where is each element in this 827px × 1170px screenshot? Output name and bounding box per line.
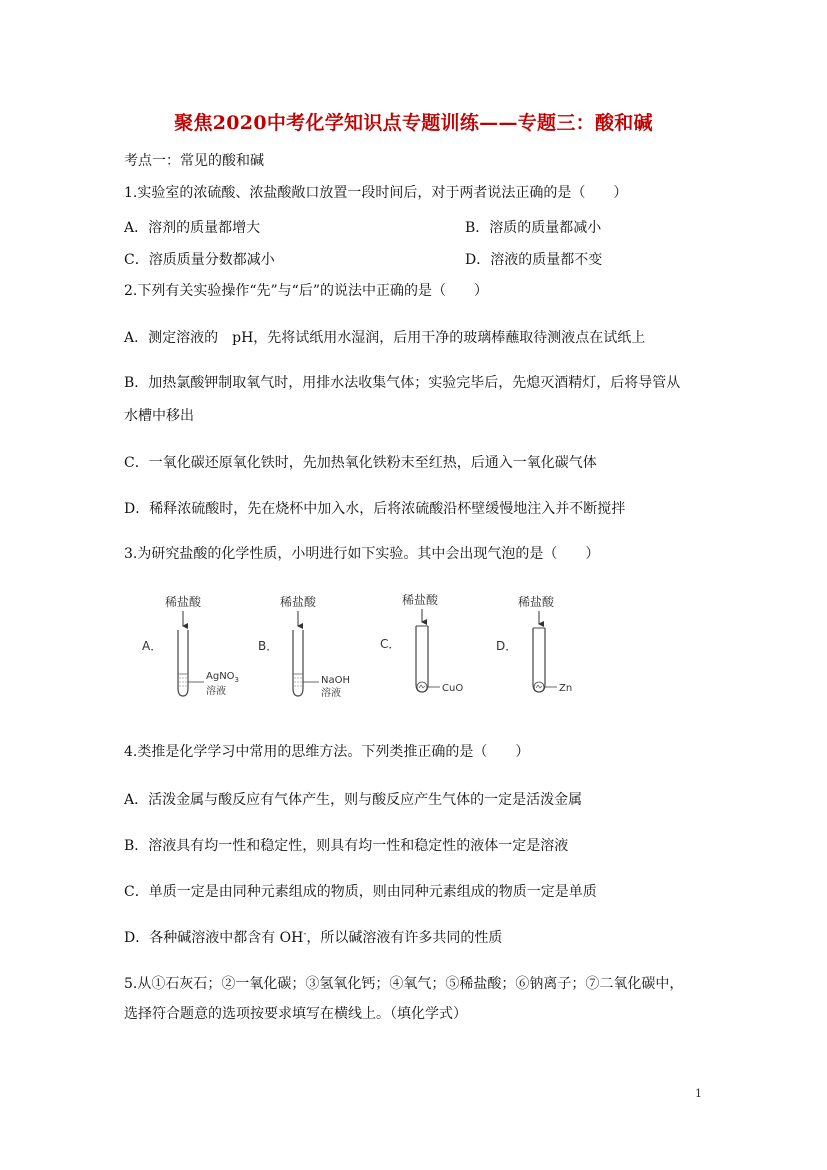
question-4-option-a: A．活泼金属与酸反应有气体产生，则与酸反应产生气体的一定是活泼金属 <box>124 792 583 808</box>
tube-a-solution: 溶液 <box>206 686 226 697</box>
tube-a-reagent: 稀盐酸 <box>165 595 202 609</box>
page-number: 1 <box>695 1087 702 1100</box>
question-4-option-c: C．单质一定是由同种元素组成的物质，则由同种元素组成的物质一定是单质 <box>124 884 597 900</box>
tube-c-chemical: CuO <box>442 683 464 694</box>
tube-d-reagent: 稀盐酸 <box>518 595 555 609</box>
tube-c-label: C． <box>380 637 401 651</box>
tube-b-chemical: NaOH <box>321 675 350 686</box>
hydroxide-charge: - <box>303 929 307 940</box>
section-heading: 考点一：常见的酸和碱 <box>124 153 264 169</box>
tube-d-outline <box>533 628 545 692</box>
tube-b-solution: 溶液 <box>321 688 341 699</box>
question-1-option-c: C．溶质质量分数都减小 <box>124 252 275 268</box>
tube-b <box>258 594 350 699</box>
question-3-stem: 3.为研究盐酸的化学性质，小明进行如下实验。其中会出现气泡的是（ ） <box>124 546 600 562</box>
question-1-option-b: B．溶质的质量都减小 <box>465 220 602 236</box>
tube-b-label: B． <box>258 639 279 653</box>
tube-a-chemical: AgNO$_3$ <box>206 671 240 684</box>
question-1-option-a: A．溶剂的质量都增大 <box>124 220 261 236</box>
tube-d <box>496 594 572 694</box>
question-1-stem: 1.实验室的浓硫酸、浓盐酸敞口放置一段时间后，对于两者说法正确的是（ ） <box>124 185 628 201</box>
question-4-option-d <box>124 927 502 947</box>
tube-d-label: D． <box>496 639 518 653</box>
question-5-line2: 选择符合题意的选项按要求填写在横线上。（填化学式） <box>124 1006 467 1022</box>
question-4-option-d-rest: ，所以碱溶液有许多共同的性质 <box>306 930 503 946</box>
question-4-option-d-text: D．各种碱溶液中都含有 OH <box>124 930 304 946</box>
tube-d-chemical: Zn <box>559 683 573 694</box>
tube-a-label: A． <box>142 639 163 653</box>
question-2-option-a: A．测定溶液的 pH，先将试纸用水湿润，后用干净的玻璃棒蘸取待测液点在试纸上 <box>124 330 646 346</box>
question-2-stem: 2.下列有关实验操作“先”与“后”的说法中正确的是（ ） <box>124 283 488 299</box>
question-2-option-d: D．稀释浓硫酸时，先在烧杯中加入水，后将浓硫酸沿杯壁缓慢地注入并不断搅拌 <box>124 501 626 517</box>
question-2-option-b-line1: B．加热氯酸钾制取氧气时，用排水法收集气体；实验完毕后，先熄灭酒精灯，后将导管从 <box>124 375 681 391</box>
question-5-line1: 5.从①石灰石；②一氧化碳；③氢氧化钙；④氧气；⑤稀盐酸；⑥钠离子；⑦二氧化碳中， <box>124 976 684 992</box>
page-title: 聚焦2020中考化学知识点专题训练——专题三：酸和碱 <box>174 112 653 134</box>
tube-b-reagent: 稀盐酸 <box>280 595 317 609</box>
question-4-stem: 4.类推是化学学习中常用的思维方法。下列类推正确的是（ ） <box>124 744 530 760</box>
tube-a <box>142 594 239 697</box>
question-2-option-c: C．一氧化碳还原氧化铁时，先加热氧化铁粉末至红热，后通入一氧化碳气体 <box>124 455 597 471</box>
question-1-option-d: D．溶液的质量都不变 <box>465 252 603 268</box>
question-2-option-b-line2: 水槽中移出 <box>124 408 194 424</box>
test-tube-figure <box>130 592 600 712</box>
question-4-option-b: B．溶液具有均一性和稳定性，则具有均一性和稳定性的液体一定是溶液 <box>124 838 569 854</box>
tube-c-reagent: 稀盐酸 <box>402 593 439 607</box>
tube-c <box>380 592 463 694</box>
